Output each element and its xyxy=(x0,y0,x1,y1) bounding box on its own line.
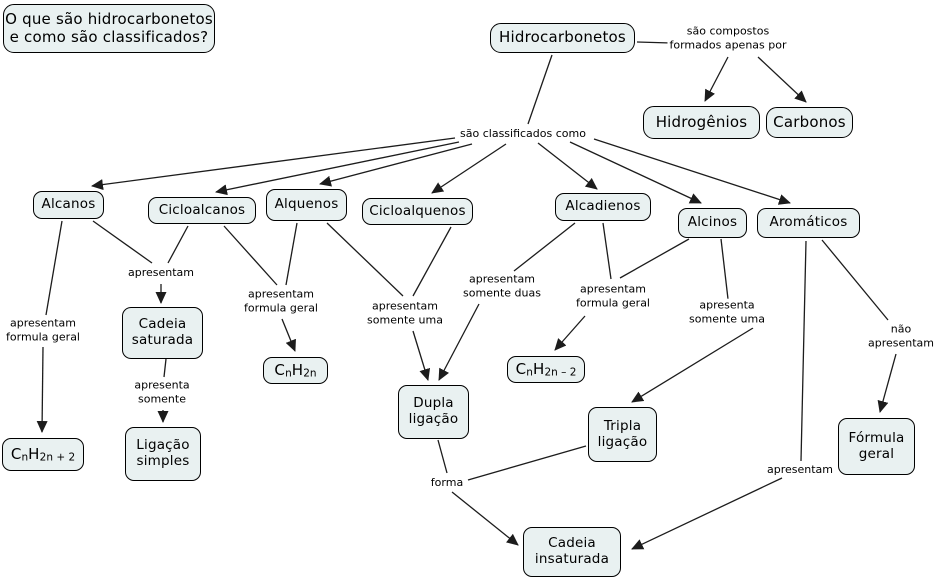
node-cicloalquenos: Cicloalquenos xyxy=(362,198,473,225)
link-label-apresentam-insaturada: apresentam xyxy=(766,462,834,476)
connector-alcanos-formula-esq xyxy=(46,221,62,315)
link-label-nao-apresentam: não apresentam xyxy=(867,322,935,350)
node-formula-geral: Fórmula geral xyxy=(838,418,915,475)
connector-alcadienos-formula-dir xyxy=(603,223,611,279)
node-dupla-ligacao: Dupla ligação xyxy=(398,385,469,439)
connector-classificados-alquenos xyxy=(320,144,472,184)
connector-cicloalcanos-apresentam xyxy=(168,226,188,263)
node-cnh2n: CnH2n xyxy=(263,357,328,384)
connector-alcanos-apresentam xyxy=(93,221,152,263)
connector-formula-dir-cnh2n-2 xyxy=(555,316,585,350)
connector-formula-meio-cnh2n xyxy=(282,319,295,351)
connector-alcinos-apresenta-uma xyxy=(721,239,728,299)
connector-somente-uma-dupla xyxy=(413,331,428,380)
node-cadeia-insaturada: Cadeia insaturada xyxy=(523,527,621,577)
connector-alquenos-somente-uma xyxy=(327,223,403,296)
connector-saturada-apresenta-somente xyxy=(164,359,166,377)
link-label-apresenta-somente-uma: apresenta somente uma xyxy=(689,298,765,326)
connector-somente-duas-dupla xyxy=(439,304,479,380)
node-alquenos: Alquenos xyxy=(266,189,347,221)
link-label-apresenta-somente: apresenta somente xyxy=(134,378,190,406)
connector-tripla-forma xyxy=(468,446,586,480)
connector-hidrocarbonetos-compostos xyxy=(637,42,671,43)
connector-alcinos-formula-dir xyxy=(620,239,689,278)
connector-classificados-alcanos xyxy=(92,138,455,186)
connector-forma-insaturada xyxy=(452,492,518,545)
connector-cicloalquenos-somente-uma xyxy=(413,227,451,296)
node-hidrogenios: Hidrogênios xyxy=(643,106,760,139)
connector-aromaticos-apresentam xyxy=(801,241,806,461)
node-cnh2n-mais-2: CnH2n + 2 xyxy=(2,438,84,471)
node-cicloalcanos: Cicloalcanos xyxy=(148,197,256,224)
node-hidrocarbonetos: Hidrocarbonetos xyxy=(490,23,635,53)
link-label-apresentam-saturada: apresentam xyxy=(127,265,195,279)
connector-alquenos-formula-meio xyxy=(286,223,297,285)
link-label-sao-compostos: são compostos formados apenas por xyxy=(669,24,787,52)
node-alcanos: Alcanos xyxy=(33,191,104,219)
connector-dupla-forma xyxy=(438,440,447,473)
connector-formula-esq-cnh2n2 xyxy=(42,347,43,432)
connector-hidrocarbonetos-classificados xyxy=(528,55,552,124)
node-alcadienos: Alcadienos xyxy=(555,193,651,221)
node-ligacao-simples: Ligação simples xyxy=(125,427,201,481)
connector-compostos-carbonos xyxy=(758,57,806,102)
node-question: O que são hidrocarbonetos e como são classificados? xyxy=(3,4,215,53)
connector-nao-apresentam-formula-geral xyxy=(880,354,896,412)
node-aromaticos: Aromáticos xyxy=(757,208,860,238)
link-label-sao-classificados: são classificados como xyxy=(460,126,586,140)
link-label-somente-uma: apresentam somente uma xyxy=(367,299,443,327)
link-label-somente-duas: apresentam somente duas xyxy=(463,272,541,300)
connector-alcadienos-somente-duas xyxy=(514,223,575,271)
link-label-forma: forma xyxy=(430,475,464,489)
connector-aromaticos-nao-apresentam xyxy=(822,240,888,320)
node-tripla-ligacao: Tripla ligação xyxy=(588,407,657,462)
connector-apresentam-insaturada-box xyxy=(632,478,782,549)
node-cnh2n-menos-2: CnH2n – 2 xyxy=(507,356,585,383)
connector-compostos-hidrogenios xyxy=(705,57,728,101)
node-alcinos: Alcinos xyxy=(678,208,747,238)
node-cadeia-saturada: Cadeia saturada xyxy=(122,307,203,359)
connector-classificados-cicloalcanos xyxy=(216,142,459,192)
link-label-formula-geral-esq: apresentam formula geral xyxy=(6,316,80,344)
link-label-formula-geral-dir: apresentam formula geral xyxy=(576,282,650,310)
connector-cicloalcanos-formula-meio xyxy=(224,226,277,285)
connector-apresenta-uma-tripla xyxy=(632,328,753,402)
link-label-formula-geral-meio: apresentam formula geral xyxy=(244,287,318,315)
node-carbonos: Carbonos xyxy=(766,107,853,138)
